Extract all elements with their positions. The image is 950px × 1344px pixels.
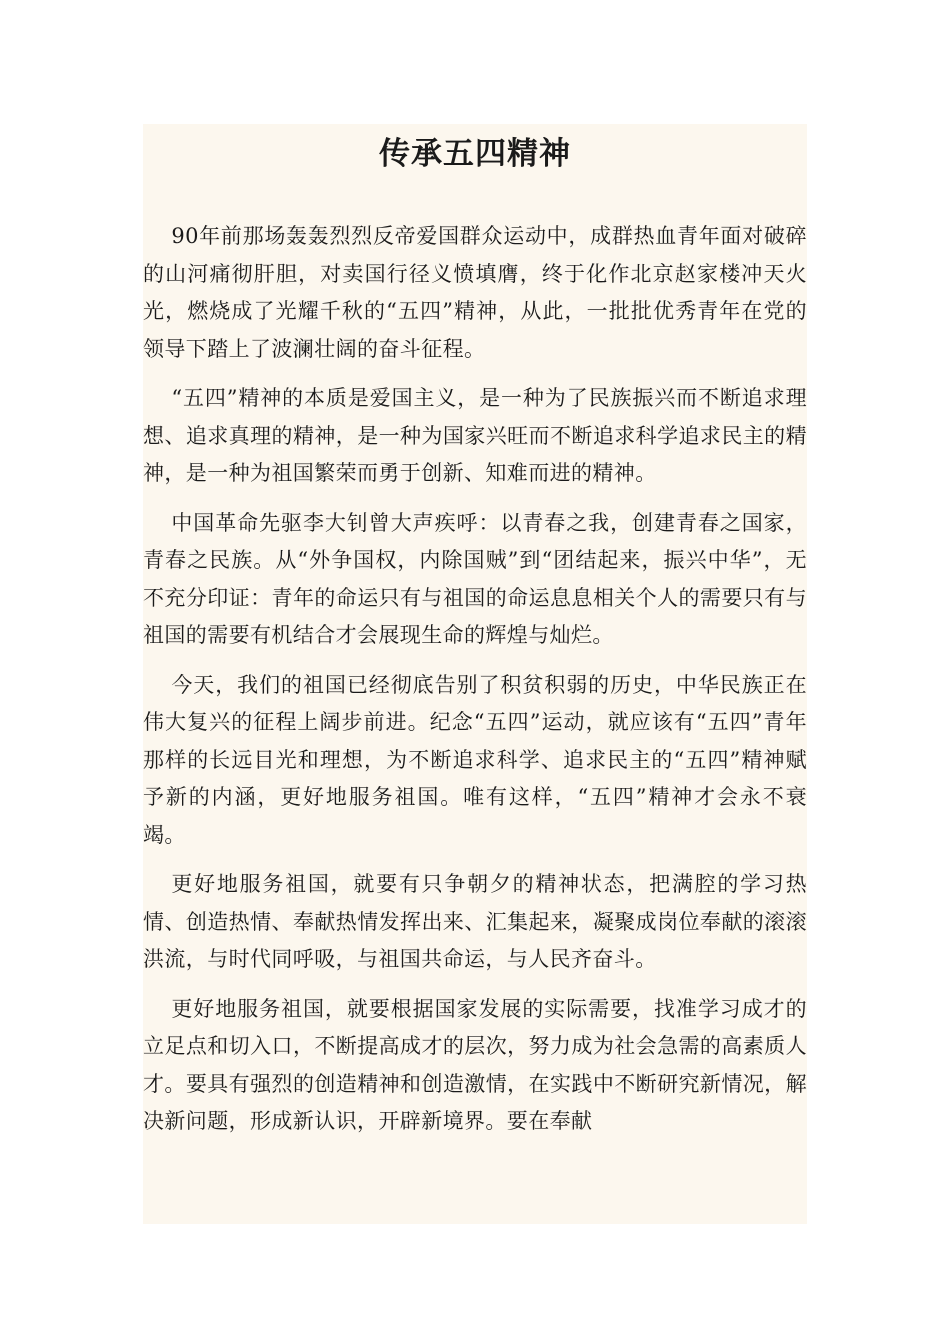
article-area — [143, 124, 807, 1224]
paragraph-2: “五四”精神的本质是爱国主义，是一种为了民族振兴而不断追求理想、追求真理的精神，是一种为国家兴旺而不断追求科学追求民主的精神，是一种为祖国繁荣而勇于创新、知难而进的精神。 — [143, 386, 807, 485]
article-body — [143, 218, 807, 1141]
paragraph-5: 更好地服务祖国，就要有只争朝夕的精神状态，把满腔的学习热情、创造热情、奉献热情发挥出来、汇集起来，凝聚成岗位奉献的滚滚洪流，与时代同呼吸，与祖国共命运，与人民齐奋斗。 — [143, 872, 807, 971]
paragraph-6: 更好地服务祖国，就要根据国家发展的实际需要，找准学习成才的立足点和切入口，不断提高成才的层次，努力成为社会急需的高素质人才。要具有强烈的创造精神和创造激情，在实践中不断研究新情况，解决新问题，形成新认识，开辟新境界。要在奉献 — [143, 996, 807, 1133]
article-title: 传承五四精神 — [379, 136, 571, 172]
paragraph-4: 今天，我们的祖国已经彻底告别了积贫积弱的历史，中华民族正在伟大复兴的征程上阔步前进。纪念“五四”运动，就应该有“五四”青年那样的长远目光和理想，为不断追求科学、追求民主的“五四”精神赋予新的内涵，更好地服务祖国。唯有这样，“五四”精神才会永不衰竭。 — [143, 672, 807, 847]
paragraph-3: 中国革命先驱李大钊曾大声疾呼：以青春之我，创建青春之国家，青春之民族。从“外争国权，内除国贼”到“团结起来，振兴中华”，无不充分印证：青年的命运只有与祖国的命运息息相关个人的需要只有与祖国的需要有机结合才会展现生命的辉煌与灿烂。 — [143, 510, 807, 647]
paragraph-1: 90年前那场轰轰烈烈反帝爱国群众运动中，成群热血青年面对破碎的山河痛彻肝胆，对卖国行径义愤填膺，终于化作北京赵家楼冲天火光，燃烧成了光耀千秋的“五四”精神，从此，一批批优秀青年在党的领导下踏上了波澜壮阔的奋斗征程。 — [143, 224, 807, 361]
